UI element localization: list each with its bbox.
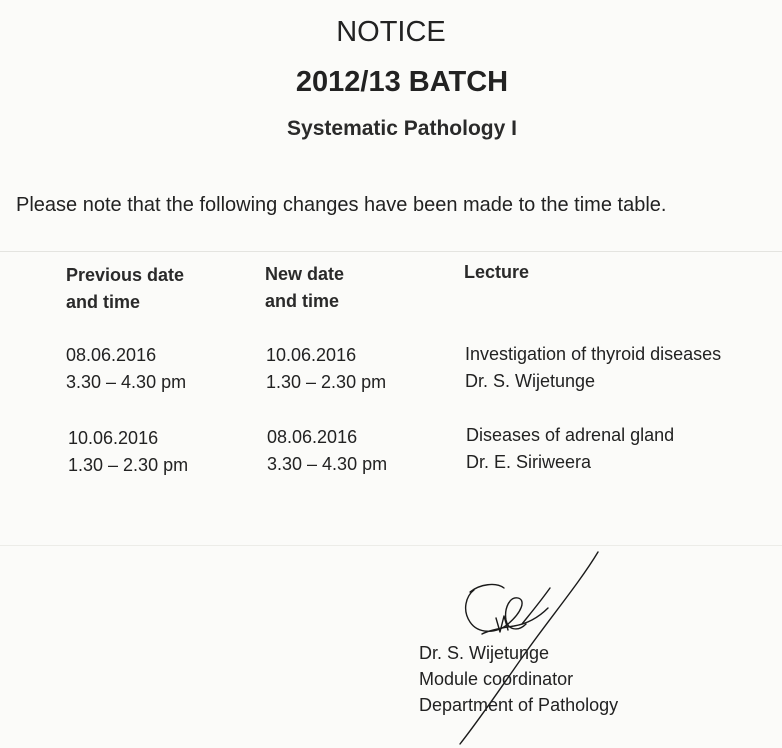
paper-fold-line [0,545,782,546]
column-header-new-line2: and time [265,291,340,311]
lecturer-name: Dr. S. Wijetunge [465,371,596,391]
lecture-title: Diseases of adrenal gland [466,425,675,445]
column-header-previous [66,262,184,316]
paper-fold-line [0,251,782,252]
signatory-department: Department of Pathology [419,695,619,715]
previous-time: 1.30 – 2.30 pm [68,455,189,475]
signatory-role: Module coordinator [419,669,574,689]
lecture-title: Investigation of thyroid diseases [465,344,722,364]
column-header-previous-line1: Previous date [66,265,185,285]
table-row-1-previous [66,342,186,396]
lecturer-name: Dr. E. Siriweera [466,452,592,472]
table-row-1-new [266,342,386,396]
previous-date: 08.06.2016 [66,345,157,365]
column-header-new [265,261,344,315]
table-row-1-lecture [465,341,721,395]
table-row-2-new [267,424,387,478]
new-time: 3.30 – 4.30 pm [267,454,388,474]
previous-time: 3.30 – 4.30 pm [66,372,187,392]
notice-heading: NOTICE [336,16,446,48]
column-header-previous-line2: and time [66,292,141,312]
signatory-name: Dr. S. Wijetunge [419,643,550,663]
signatory-block [419,640,618,718]
new-time: 1.30 – 2.30 pm [266,372,387,392]
column-header-lecture [464,259,529,286]
previous-date: 10.06.2016 [68,428,159,448]
intro-text: Please note that the following changes have been made to the time table. [16,194,667,216]
subject-heading: Systematic Pathology I [287,117,517,140]
new-date: 10.06.2016 [266,345,357,365]
batch-heading: 2012/13 BATCH [295,66,509,98]
new-date: 08.06.2016 [267,427,358,447]
column-header-new-line1: New date [265,264,345,284]
table-row-2-previous [68,425,188,479]
table-row-2-lecture [466,422,674,476]
column-header-lecture-line1: Lecture [464,262,530,282]
